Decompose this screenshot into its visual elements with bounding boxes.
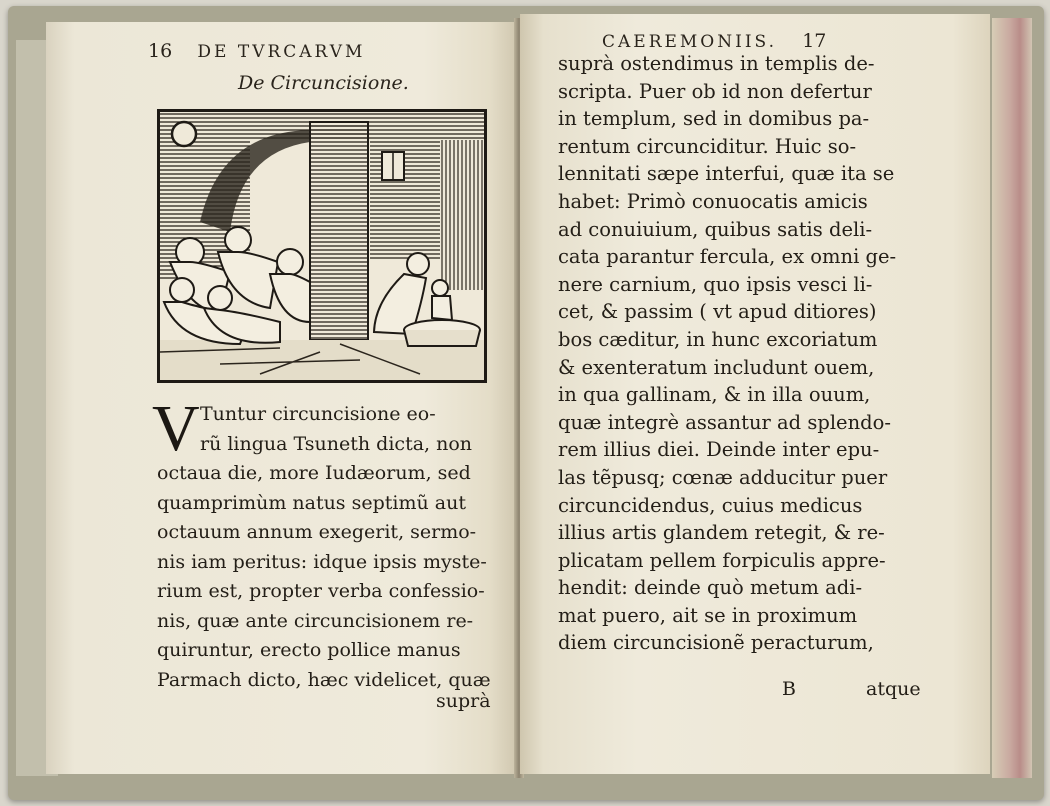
text-line: bos cæditur, in hunc excoriatum (558, 327, 878, 351)
text-line: rem illius diei. Deinde inter epu- (558, 438, 880, 462)
text-line: plicatam pellem forpiculis appre- (558, 548, 886, 572)
right-catchword: atque (866, 678, 921, 700)
text-line: scripta. Puer ob id non defertur (558, 79, 872, 103)
text-line: circuncidendus, cuius medicus (558, 493, 863, 517)
text-line: cata parantur fercula, ex omni ge- (558, 245, 897, 269)
woodcut-illustration (157, 109, 487, 383)
signature-mark: B (782, 678, 796, 700)
text-line: diem circuncisionẽ peracturum, (558, 631, 874, 655)
text-line: rũ lingua Tsuneth dicta, non (200, 432, 473, 455)
text-line: cet, & passim ( vt apud ditiores) (558, 300, 877, 324)
text-line: illius artis glandem retegit, & re- (558, 521, 885, 545)
text-line: nere carnium, quo ipsis vesci li- (558, 272, 873, 296)
left-page-number: 16 (148, 40, 173, 62)
text-line: suprà ostendimus in templis de- (558, 52, 875, 75)
left-head-title: DE TVRCARVM (197, 42, 366, 62)
right-text-body (558, 50, 896, 657)
text-line: octaua die, more Iudæorum, sed (157, 462, 471, 484)
text-line: habet: Primò conuocatis amicis (558, 189, 868, 213)
text-line: Tuntur circuncisione eo- (200, 403, 436, 425)
text-line: rium est, propter verba confessio- (157, 580, 485, 602)
text-line: las tẽpusq; cœnæ adducitur puer (558, 465, 888, 489)
page-edges (992, 18, 1032, 778)
left-text-body (157, 459, 491, 695)
text-line: hendit: deinde quò metum adi- (558, 576, 863, 600)
right-running-head (602, 30, 826, 52)
text-line: nis iam peritus: idque ipsis myste- (157, 550, 487, 573)
text-line: quæ integrè assantur ad splendo- (558, 410, 891, 434)
text-line: octauum annum exegerit, sermo- (157, 521, 477, 543)
text-line: quiruntur, erecto pollice manus (157, 639, 461, 661)
text-line: nis, quæ ante circuncisionem re- (157, 609, 474, 632)
text-line: & exenteratum includunt ouem, (558, 355, 875, 379)
text-line: Parmach dicto, hæc videlicet, quæ (157, 668, 491, 691)
drop-capital: V (152, 392, 200, 465)
left-text-top (200, 400, 472, 459)
right-page-number: 17 (802, 30, 827, 52)
section-title: De Circuncisione. (238, 72, 409, 94)
text-line: in qua gallinam, & in illa ouum, (558, 383, 871, 407)
text-line: mat puero, ait se in proximum (558, 603, 858, 627)
text-line: ad conuiuium, quibus satis deli- (558, 217, 873, 241)
text-line: rentum circunciditur. Huic so- (558, 134, 857, 158)
left-catchword: suprà (436, 690, 491, 712)
text-line: quamprimùm natus septimũ aut (157, 491, 466, 514)
left-running-head (148, 40, 365, 62)
text-line: in templum, sed in domibus pa- (558, 107, 870, 131)
text-line: lennitati sæpe interfui, quæ ita se (558, 162, 895, 186)
right-head-title: CAEREMONIIS. (602, 32, 777, 52)
